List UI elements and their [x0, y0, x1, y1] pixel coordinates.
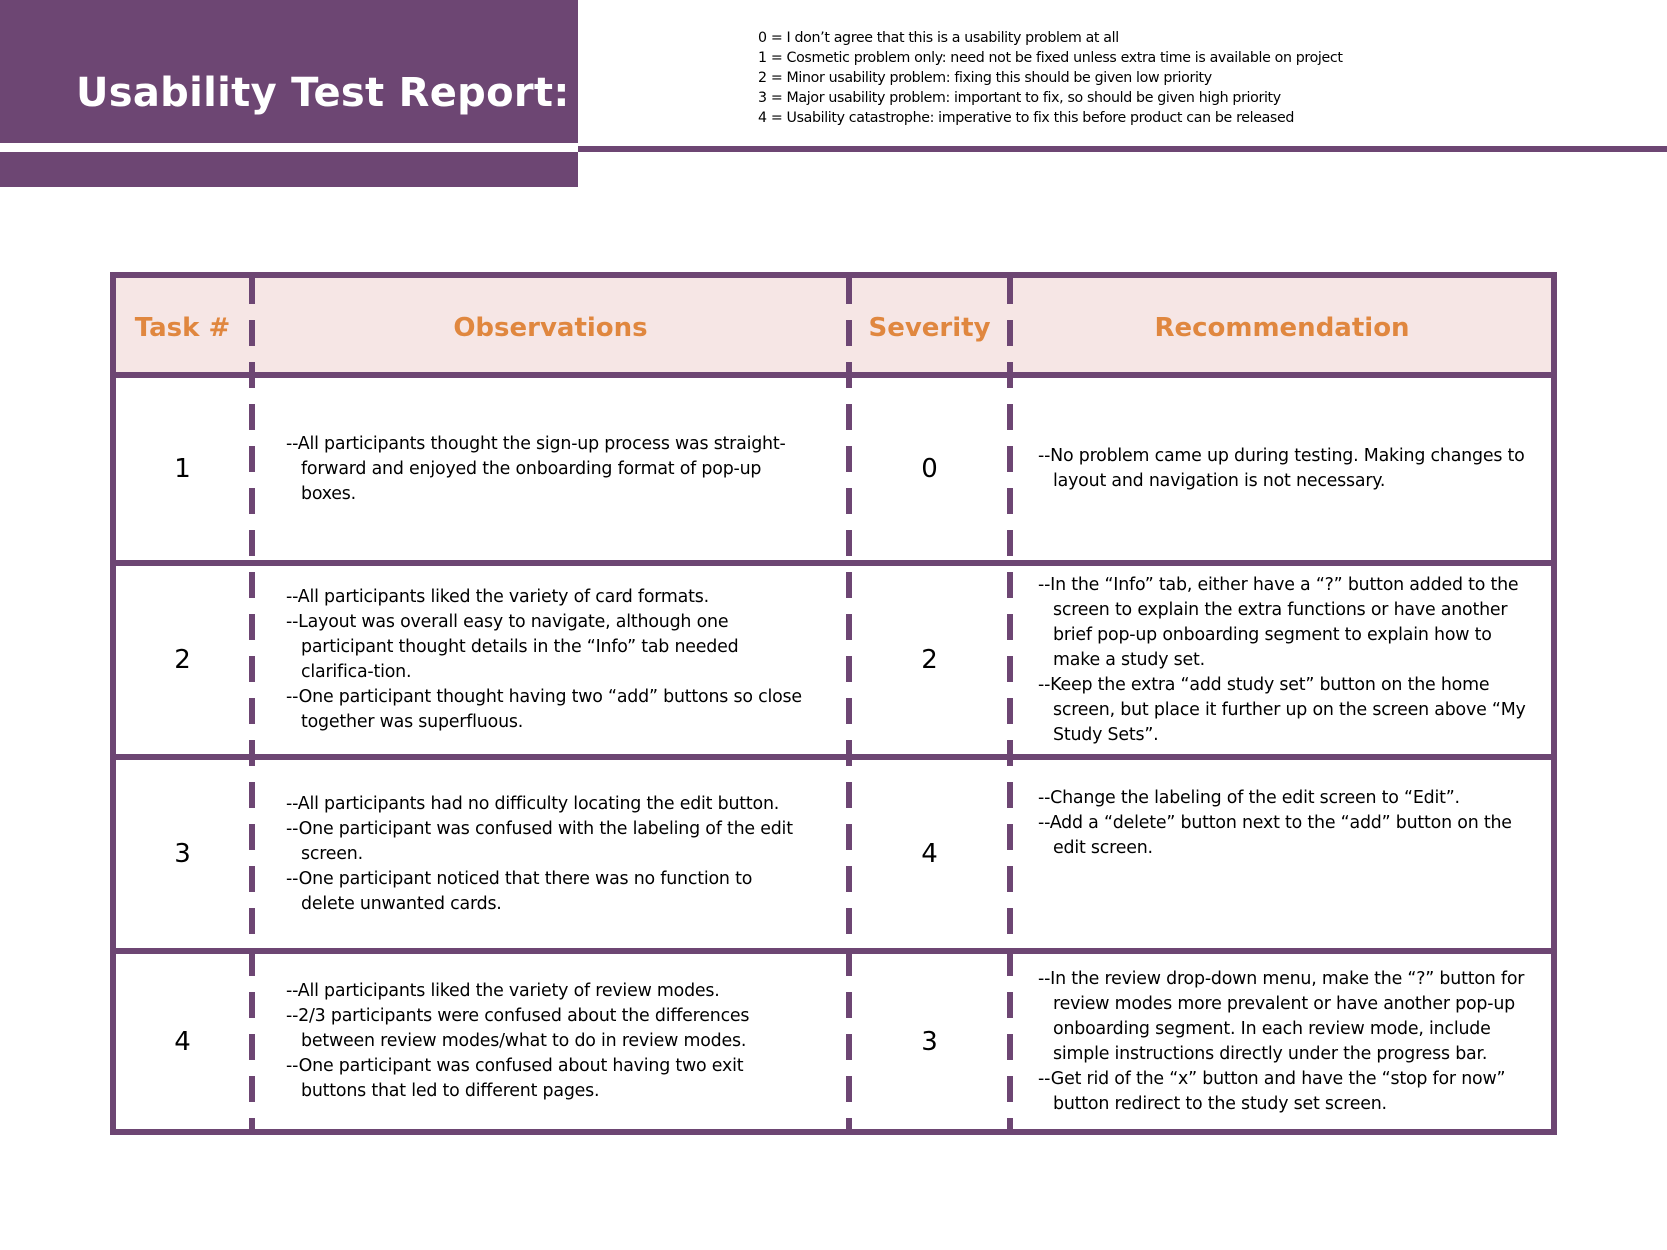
- observations-cell: [286, 954, 806, 1129]
- observation-item: --One participant was confused with the labeling of the edit screen.: [286, 818, 793, 864]
- severity-value: 0: [921, 454, 938, 484]
- legend-item: 2 = Minor usability problem: fixing this should be given low priority: [758, 70, 1212, 86]
- legend-item: 0 = I don’t agree that this is a usability problem at all: [758, 30, 1119, 46]
- legend-item: 3 = Major usability problem: important to fix, so should be given high priority: [758, 90, 1281, 106]
- recommendation-item: --Get rid of the “x” button and have the “stop for now” button redirect to the study set screen.: [1038, 1068, 1506, 1114]
- usability-table: [110, 272, 1557, 1135]
- column-header-task: Task #: [134, 313, 231, 343]
- legend-item: 4 = Usability catastrophe: imperative to fix this before product can be released: [758, 110, 1295, 126]
- task-number: 4: [174, 1026, 191, 1057]
- observation-item: --Layout was overall easy to navigate, although one participant thought details in the “Info” tab needed clarifica-tion.: [286, 612, 739, 682]
- page-title: Usability Test Report:: [76, 70, 570, 116]
- observation-item: --All participants liked the variety of review modes.: [286, 981, 720, 1001]
- title-band: [0, 152, 578, 187]
- column-divider: [249, 278, 255, 1129]
- observation-item: --One participant thought having two “add” buttons so close together was superfluous.: [286, 687, 802, 732]
- column-header-observations: Observations: [453, 313, 648, 343]
- observation-item: --One participant noticed that there was no function to delete unwanted cards.: [286, 868, 753, 914]
- recommendation-item: --No problem came up during testing. Making changes to layout and navigation is not necessary.: [1038, 446, 1525, 491]
- legend-item: 1 = Cosmetic problem only: need not be fixed unless extra time is available on project: [758, 50, 1343, 66]
- recommendation-item: --Keep the extra “add study set” button on the home screen, but place it further up on the screen above “My Study Sets”.: [1038, 674, 1526, 745]
- severity-legend: [758, 28, 1343, 128]
- column-header-severity: Severity: [868, 313, 991, 343]
- recommendation-cell: [1038, 566, 1540, 754]
- severity-value: 4: [921, 839, 938, 869]
- recommendation-item: --Add a “delete” button next to the “add” button on the edit screen.: [1038, 813, 1512, 858]
- recommendation-item: --In the review drop-down menu, make the “?” button for review modes more prevalent or have another pop-up onboarding segment. In each review mode, include simple instructions directly under the progress bar.: [1038, 968, 1525, 1064]
- column-divider: [1007, 278, 1013, 1129]
- observation-item: --All participants had no difficulty locating the edit button.: [286, 793, 780, 814]
- observations-cell: [286, 760, 806, 948]
- recommendation-item: --In the “Info” tab, either have a “?” button added to the screen to explain the extra functions or have another brief pop-up onboarding segment to explain how to make a study set.: [1038, 574, 1519, 670]
- recommendation-item: --Change the labeling of the edit screen to “Edit”.: [1038, 788, 1460, 808]
- observations-cell: [286, 378, 806, 560]
- observation-item: --All participants liked the variety of card formats.: [286, 587, 709, 607]
- severity-value: 2: [921, 645, 938, 675]
- observation-item: --One participant was confused about having two exit buttons that led to different pages.: [286, 1056, 744, 1101]
- task-number: 1: [174, 454, 191, 484]
- severity-value: 3: [921, 1026, 938, 1057]
- recommendation-cell: [1038, 954, 1540, 1129]
- task-number: 2: [174, 645, 191, 675]
- column-header-recommendation: Recommendation: [1154, 313, 1410, 343]
- recommendation-cell: [1038, 760, 1540, 948]
- task-number: 3: [174, 839, 191, 869]
- observation-item: --2/3 participants were confused about the differences between review modes/what to do in review modes.: [286, 1006, 750, 1051]
- header-rule: [578, 146, 1667, 152]
- recommendation-cell: [1038, 378, 1540, 560]
- observations-cell: [286, 566, 806, 754]
- observation-item: --All participants thought the sign-up process was straight-forward and enjoyed the onboarding format of pop-up boxes.: [286, 433, 786, 504]
